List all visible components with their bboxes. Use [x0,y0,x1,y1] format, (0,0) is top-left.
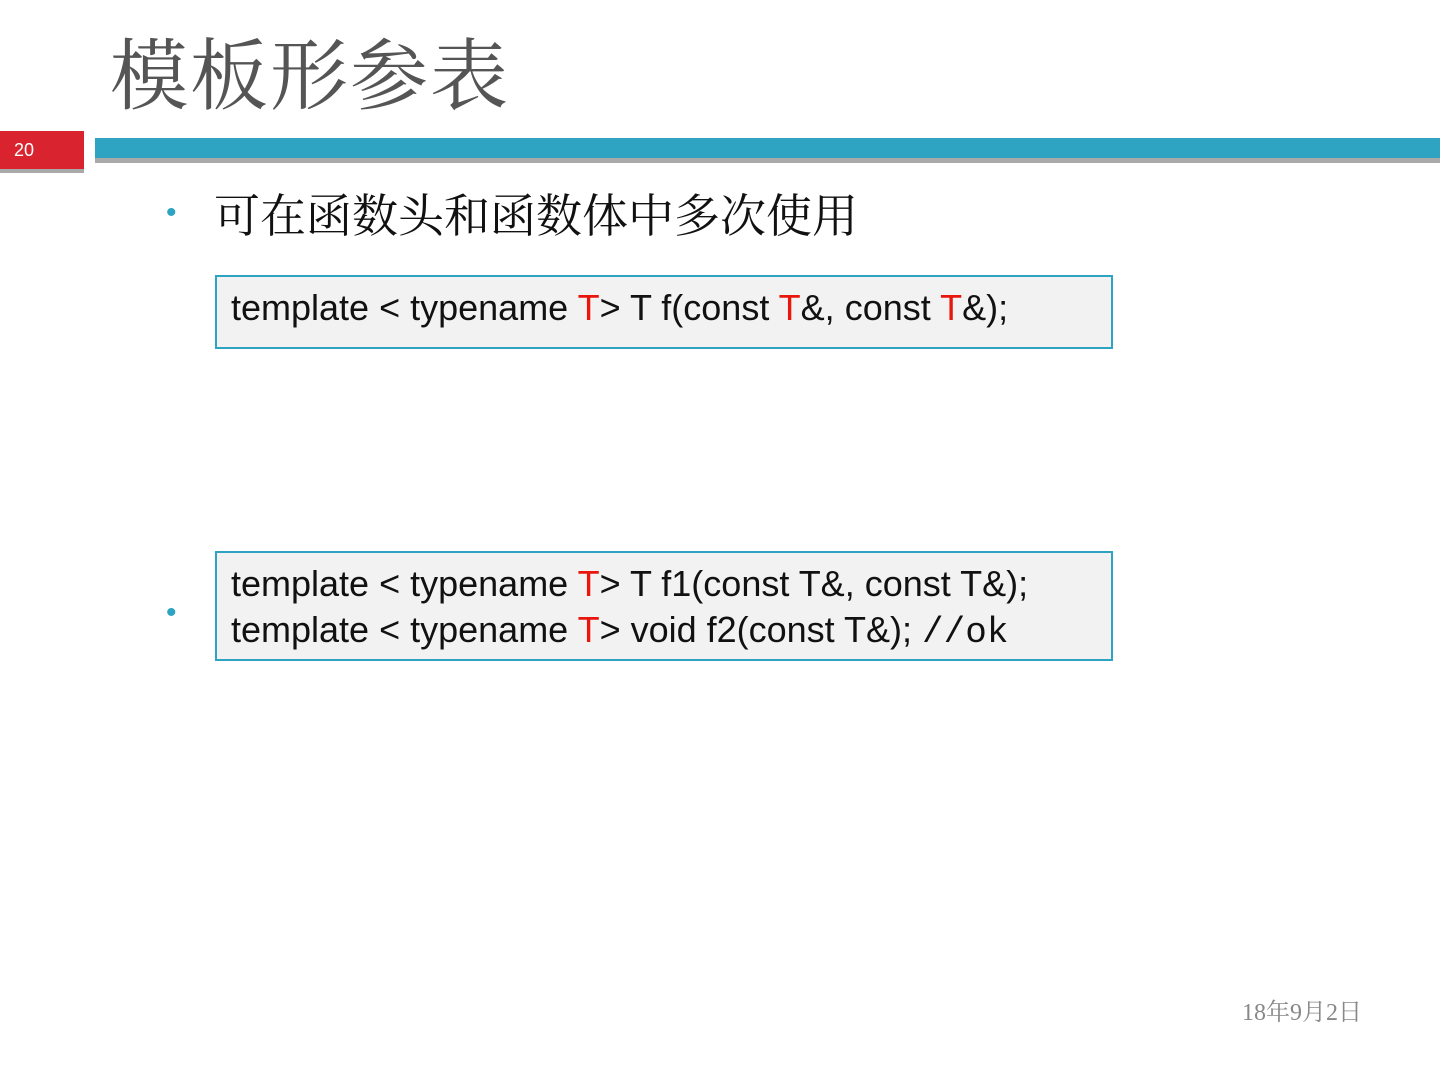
code-text: > T f(const [599,287,779,328]
slide-title: 模板形参表 [110,32,511,122]
code-comment: //ok [922,612,1009,653]
code-type-param: T [940,287,963,328]
code-line [231,607,1097,656]
code-line [231,285,1097,331]
bullet-text: 可在函数头和函数体中多次使用 [214,189,858,243]
bullet-icon: • [166,596,177,629]
code-text: template < typename [231,609,578,650]
slide-date: 18年9月2日 [1242,1000,1362,1026]
bullet-icon: • [166,196,177,229]
title-divider-bar [95,138,1440,158]
code-type-param: T [778,287,801,328]
code-text: > void f2(const T&); [599,609,923,650]
code-text: &, const [800,287,941,328]
code-text: template < typename [231,563,578,604]
code-type-param: T [577,609,600,650]
code-text: template < typename [231,287,578,328]
slide-number-badge: 20 [0,131,84,169]
code-text: > T f1(const T&, const T&); [599,563,1029,604]
code-block [215,275,1113,349]
code-block [215,551,1113,661]
code-type-param: T [577,287,600,328]
code-text: &); [962,287,1009,328]
code-type-param: T [577,563,600,604]
code-line [231,561,1051,607]
